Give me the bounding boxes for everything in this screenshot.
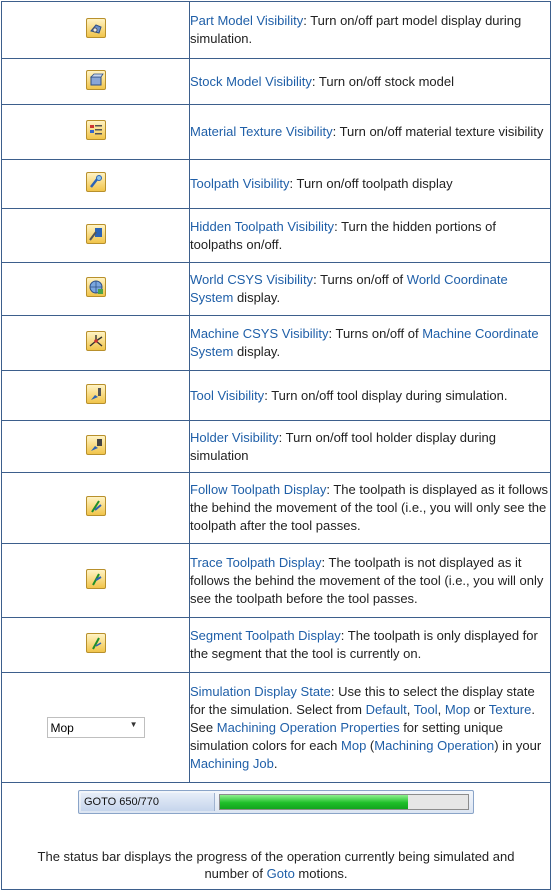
- option-description: [190, 316, 551, 371]
- colon: :: [332, 124, 340, 139]
- option-row: [2, 160, 551, 209]
- option-row: [2, 59, 551, 105]
- option-title-link[interactable]: Trace Toolpath Display: [190, 554, 322, 570]
- tool-icon[interactable]: [86, 384, 106, 404]
- trace-toolpath-icon[interactable]: [86, 569, 106, 589]
- chevron-down-icon[interactable]: ▼: [129, 720, 138, 729]
- option-title-link[interactable]: Tool Visibility: [190, 387, 265, 403]
- machine-csys-icon[interactable]: [86, 331, 106, 351]
- option-row: [2, 209, 551, 263]
- option-title-link[interactable]: Stock Model Visibility: [190, 73, 312, 89]
- display-state-value: Mop: [50, 721, 74, 735]
- option-description-text: Turn on/off part model display during simulation.: [190, 13, 522, 46]
- display-state-text: . See: [190, 701, 535, 735]
- display-state-text: for setting unique simulation colors for each: [190, 719, 503, 753]
- option-description: [190, 59, 551, 105]
- option-row: [2, 371, 551, 421]
- option-description-text: Turns on/off of: [320, 272, 407, 287]
- option-description: [190, 209, 551, 263]
- option-icon-cell: [2, 209, 190, 263]
- display-state-cell: [2, 673, 190, 783]
- option-description-text: Turns on/off of: [335, 326, 423, 341]
- option-icon-cell: [2, 371, 190, 421]
- hidden-toolpath-icon[interactable]: [86, 224, 106, 244]
- simulation-options-table: [1, 1, 551, 890]
- option-row: [2, 618, 551, 673]
- display-state-dropdown[interactable]: [47, 717, 145, 738]
- option-description: [190, 618, 551, 673]
- option-icon-cell: [2, 263, 190, 316]
- display-state-text: Use this to select the display state for the simulation. Select from: [190, 683, 535, 717]
- display-state-text: (: [366, 737, 375, 753]
- option-icon-cell: [2, 316, 190, 371]
- option-title-link[interactable]: Segment Toolpath Display: [190, 628, 341, 643]
- status-caption-text: motions.: [294, 866, 348, 881]
- option-title-link[interactable]: Hidden Toolpath Visibility: [190, 218, 335, 234]
- status-caption: [2, 848, 550, 882]
- display-state-link[interactable]: Machining Job: [190, 755, 274, 771]
- option-row: [2, 421, 551, 473]
- option-title-link[interactable]: Part Model Visibility: [190, 13, 304, 28]
- colon: :: [321, 554, 329, 570]
- colon: :: [303, 13, 311, 28]
- status-row: [2, 783, 551, 890]
- option-description: [190, 371, 551, 421]
- display-state-text: ) in your: [494, 737, 542, 753]
- option-icon-cell: [2, 2, 190, 59]
- colon: :: [328, 326, 336, 341]
- option-row: [2, 544, 551, 618]
- option-row: [2, 2, 551, 59]
- option-description-text: Turn the hidden portions of toolpaths on/off.: [190, 218, 496, 252]
- world-csys-icon[interactable]: [86, 277, 106, 297]
- option-icon-cell: [2, 618, 190, 673]
- option-description: [190, 105, 551, 160]
- option-description-text: The toolpath is displayed as it follows the behind the movement of the tool (i.e., you will only see the toolpath after the tool passes.: [190, 482, 548, 533]
- option-description-link[interactable]: Machine Coordinate System: [190, 326, 539, 359]
- display-state-link[interactable]: Mop: [444, 701, 471, 717]
- option-icon-cell: [2, 105, 190, 160]
- colon: :: [311, 73, 319, 89]
- display-state-title-link[interactable]: Simulation Display State: [190, 683, 331, 699]
- display-state-link[interactable]: Texture: [488, 701, 532, 717]
- option-description-text: Turn on/off material texture visibility: [339, 124, 544, 139]
- option-description: [190, 160, 551, 209]
- colon: :: [330, 683, 339, 699]
- status-caption-text: The status bar displays the progress of the operation currently being simulated and number of: [37, 849, 515, 881]
- option-title-link[interactable]: Toolpath Visibility: [190, 176, 290, 191]
- display-state-text: or: [470, 701, 489, 717]
- toolpath-icon[interactable]: [86, 172, 106, 192]
- goto-counter: GOTO 650/770: [81, 793, 215, 811]
- option-description: [190, 263, 551, 316]
- colon: :: [326, 482, 334, 497]
- material-texture-icon[interactable]: [86, 120, 106, 140]
- option-row: [2, 105, 551, 160]
- option-title-link[interactable]: Material Texture Visibility: [190, 124, 333, 139]
- colon: :: [313, 272, 321, 287]
- follow-toolpath-icon[interactable]: [86, 496, 106, 516]
- option-icon-cell: [2, 544, 190, 618]
- part-model-icon[interactable]: [86, 18, 106, 38]
- progress-bar: [219, 794, 469, 810]
- display-state-text: ,: [437, 701, 445, 717]
- option-icon-cell: [2, 421, 190, 473]
- status-caption-link[interactable]: Goto: [266, 866, 295, 881]
- stock-model-icon[interactable]: [86, 70, 106, 90]
- display-state-link[interactable]: Machining Operation Properties: [216, 719, 400, 735]
- option-row: [2, 316, 551, 371]
- display-state-text: ,: [406, 701, 414, 717]
- option-description-text: Turn on/off tool display during simulation.: [271, 387, 508, 403]
- option-title-link[interactable]: World CSYS Visibility: [190, 272, 314, 287]
- display-state-description: [190, 673, 551, 783]
- option-row: [2, 263, 551, 316]
- display-state-link[interactable]: Mop: [341, 737, 367, 753]
- option-description-text: The toolpath is only displayed for the segment that the tool is currently on.: [190, 628, 538, 661]
- colon: :: [278, 429, 286, 445]
- option-title-link[interactable]: Machine CSYS Visibility: [190, 326, 329, 341]
- colon: :: [340, 628, 348, 643]
- option-description-text: Turn on/off toolpath display: [296, 176, 453, 191]
- display-state-link[interactable]: Machining Operation: [374, 737, 495, 753]
- option-title-link[interactable]: Follow Toolpath Display: [190, 482, 327, 497]
- display-state-text: .: [273, 755, 278, 771]
- option-icon-cell: [2, 59, 190, 105]
- option-description-text: display.: [233, 344, 281, 359]
- segment-toolpath-icon[interactable]: [86, 633, 106, 653]
- display-state-row: [2, 673, 551, 783]
- colon: :: [264, 387, 272, 403]
- option-title-link[interactable]: Holder Visibility: [190, 429, 279, 445]
- display-state-link[interactable]: Tool: [413, 701, 438, 717]
- option-description: [190, 2, 551, 59]
- option-icon-cell: [2, 473, 190, 544]
- option-row: [2, 473, 551, 544]
- option-description-text: Turn on/off tool holder display during simulation: [190, 429, 496, 463]
- colon: :: [334, 218, 342, 234]
- option-description-link[interactable]: World Coordinate System: [190, 272, 508, 305]
- option-description-text: The toolpath is not displayed as it follows the behind the movement of the tool (i.e., you will only see the toolpath before the tool passes.: [190, 554, 544, 606]
- option-description: [190, 544, 551, 618]
- option-description-text: display.: [233, 290, 281, 305]
- option-description-text: Turn on/off stock model: [318, 73, 454, 89]
- progress-fill: [220, 795, 408, 809]
- status-cell: [2, 783, 551, 890]
- display-state-link[interactable]: Default: [365, 701, 407, 717]
- option-description: [190, 473, 551, 544]
- colon: :: [289, 176, 297, 191]
- status-bar: [78, 790, 474, 814]
- option-description: [190, 421, 551, 473]
- holder-icon[interactable]: [86, 435, 106, 455]
- option-icon-cell: [2, 160, 190, 209]
